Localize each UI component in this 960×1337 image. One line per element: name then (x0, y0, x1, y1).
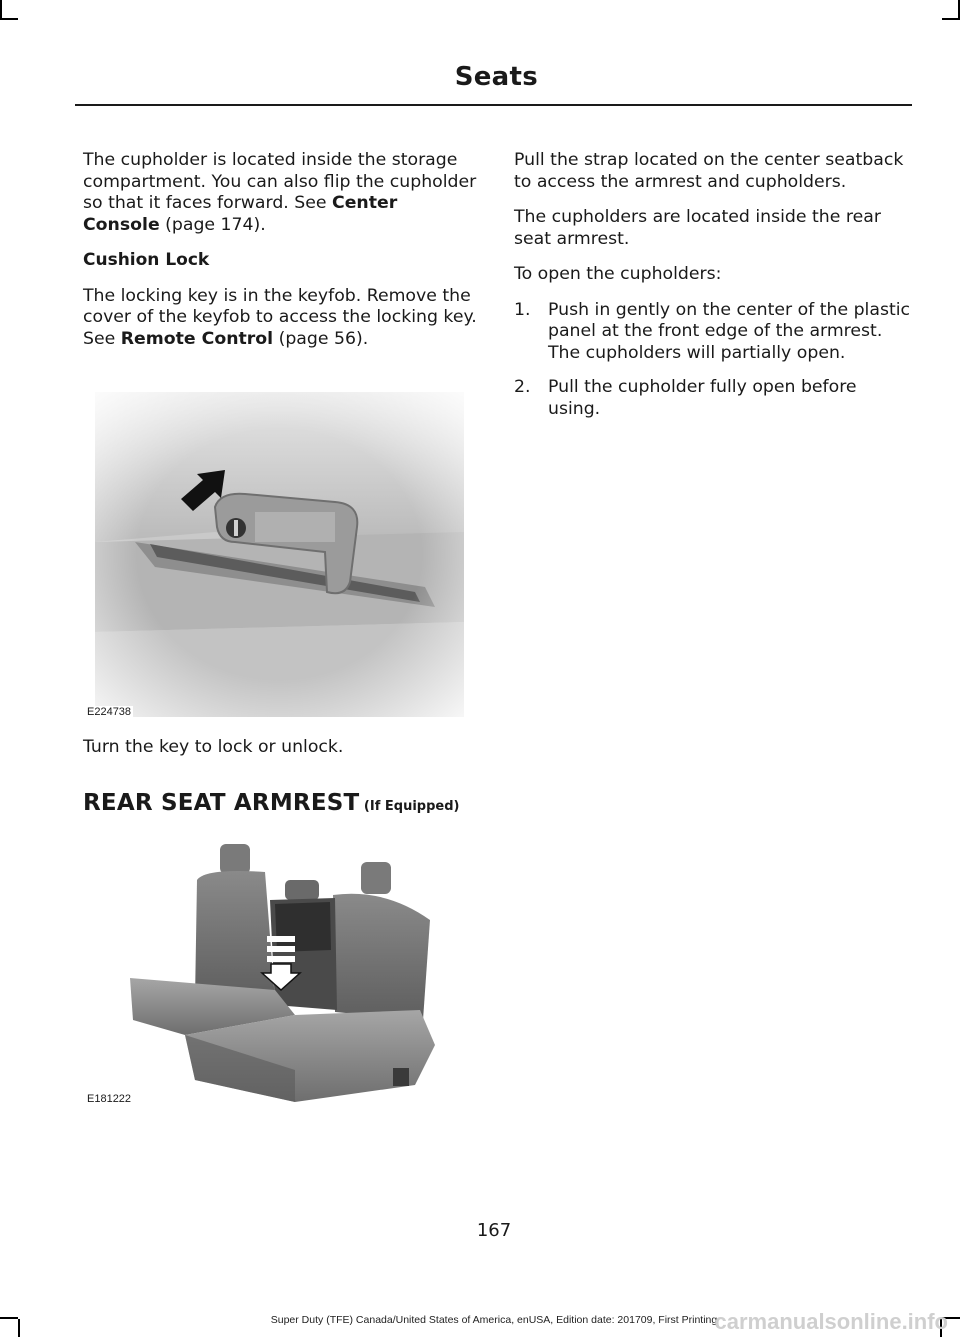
section-heading: REAR SEAT ARMREST (If Equipped) (83, 790, 460, 816)
cushion-lock-illustration (95, 392, 464, 717)
header-rule (75, 104, 912, 106)
crop-mark (0, 1317, 18, 1319)
crop-mark (18, 1319, 20, 1337)
cushion-lock-paragraph: The locking key is in the keyfob. Remove the cover of the keyfob to access the locking key. See Remote Control (page 56). (83, 285, 477, 349)
page-title: Seats (454, 62, 538, 92)
watermark[interactable]: carmanualsonline.info (714, 1309, 948, 1334)
steps-list (514, 300, 912, 421)
cushion-lock-heading: Cushion Lock (83, 250, 210, 270)
cushion-lock-figure (87, 392, 464, 718)
footer-text: Super Duty (TFE) Canada/United States of America, enUSA, Edition date: 201709, First Printing (270, 1314, 718, 1326)
left-column (83, 150, 478, 364)
cupholder-paragraph: The cupholder is located inside the storage compartment. You can also flip the cupholder so that it faces forward. See Center Console (page 174). (83, 150, 477, 235)
figure-code: E224738 (87, 706, 132, 718)
rear-armrest-figure (87, 840, 442, 1108)
right-column (514, 150, 912, 433)
figure-code: E181222 (87, 1093, 132, 1105)
cupholders-location-paragraph: The cupholders are located inside the rear seat armrest. (514, 207, 881, 249)
open-cupholders-intro: To open the cupholders: (514, 264, 722, 284)
crop-mark (0, 0, 2, 18)
center-console-link[interactable]: Center Console (83, 193, 398, 235)
strap-paragraph: Pull the strap located on the center seatback to access the armrest and cupholders. (514, 150, 904, 192)
page-number: 167 (476, 1220, 512, 1241)
list-item: 1. Push in gently on the center of the plastic panel at the front edge of the armrest. The cupholders will partially open. (514, 299, 911, 363)
crop-mark (0, 18, 18, 20)
remote-control-link[interactable]: Remote Control (120, 328, 274, 349)
crop-mark (942, 18, 960, 20)
turn-key-text: Turn the key to lock or unlock. (83, 737, 344, 757)
list-item: 2. Pull the cupholder fully open before using. (514, 377, 857, 419)
rear-seat-illustration (125, 840, 442, 1108)
